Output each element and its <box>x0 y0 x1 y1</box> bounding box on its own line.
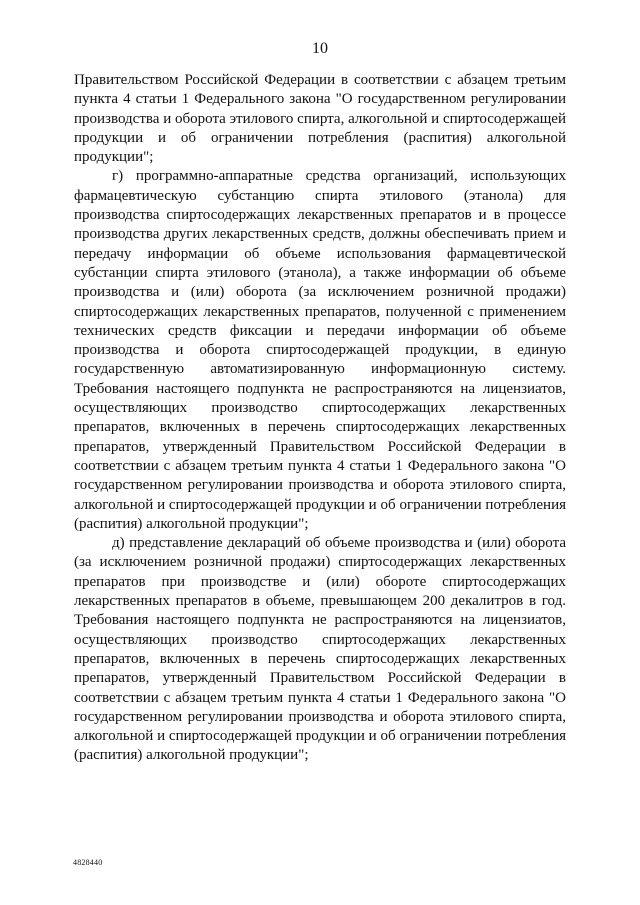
paragraph-item-g: г) программно-аппаратные средства организаций, использующих фармацевтическую субстанцию спирта этилового (этанола) для производства спиртосодержащих лекарственных препаратов и в процессе производства других лекарственных средств, должны обеспечивать прием и передачу информации об объеме использования фармацевтической субстанции спирта этилового (этанола), а также информации об объеме производства и (или) оборота (за исключением розничной продажи) спиртосодержащих лекарственных препаратов, полученной с применением технических средств фиксации и передачи информации об объеме производства и оборота спиртосодержащей продукции, в единую государственную автоматизированную информационную систему. Требования настоящего подпункта не распространяются на лицензиатов, осуществляющих производство спиртосодержащих лекарственных препаратов, включенных в перечень спиртосодержащих лекарственных препаратов, утвержденный Правительством Российской Федерации в соответствии с абзацем третьим пункта 4 статьи 1 Федерального закона "О государственном регулировании производства и оборота этилового спирта, алкогольной и спиртосодержащей продукции и об ограничении потребления (распития) алкогольной продукции"; <box>74 168 566 532</box>
document-body <box>74 71 566 766</box>
paragraph-continuation: Правительством Российской Федерации в соответствии с абзацем третьим пункта 4 статьи 1 Федерального закона "О государственном регулировании производства и оборота этилового спирта, алкогольной и спиртосодержащей продукции и об ограничении потребления (распития) алкогольной продукции"; <box>74 72 566 166</box>
paragraph-item-d: д) представление деклараций об объеме производства и (или) оборота (за исключением розничной продажи) спиртосодержащих лекарственных препаратов при производстве и (или) обороте спиртосодержащих лекарственных препаратов в объеме, превышающем 200 декалитров в год. Требования настоящего подпункта не распространяются на лицензиатов, осуществляющих производство спиртосодержащих лекарственных препаратов, включенных в перечень спиртосодержащих лекарственных препаратов, утвержденный Правительством Российской Федерации в соответствии с абзацем третьим пункта 4 статьи 1 Федерального закона "О государственном регулировании производства и оборота этилового спирта, алкогольной и спиртосодержащей продукции и об ограничении потребления (распития) алкогольной продукции"; <box>74 535 566 764</box>
document-code: 4828440 <box>73 858 103 867</box>
page-number: 10 <box>312 40 328 57</box>
